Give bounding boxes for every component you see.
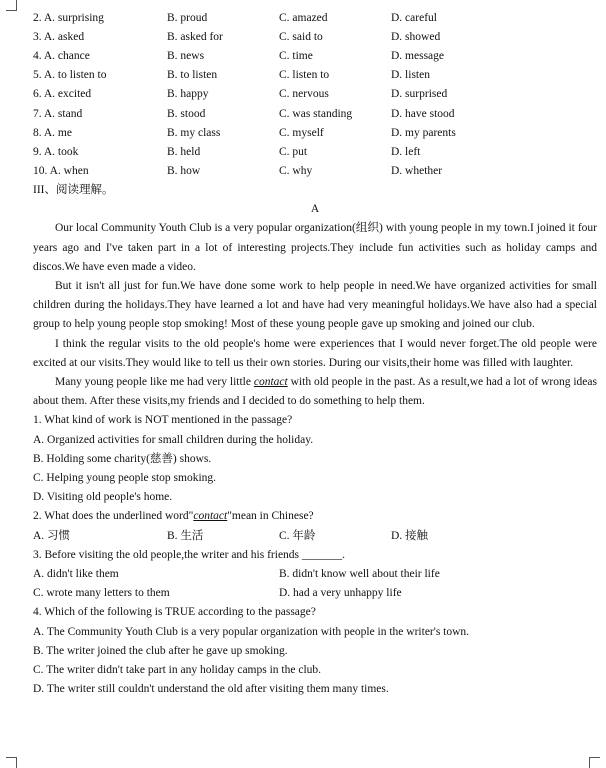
cloze-option-b: B. to listen	[167, 69, 218, 82]
cloze-option-d: D. careful	[391, 11, 437, 24]
cloze-option-a: 9. A. took	[33, 145, 79, 158]
cloze-option-d: D. showed	[391, 30, 441, 43]
paragraph-3: I think the regular visits to the old people's home were experiences that I would never forget.The old people were excited at our visits.They would like to tell us their own stories. During our visits,their home was filled with laughter.	[33, 337, 597, 369]
cloze-option-b: B. news	[167, 49, 205, 62]
cloze-option-d: D. surprised	[391, 88, 448, 101]
q4-option-d: D. The writer still couldn't understand the old after visiting them many times.	[33, 683, 389, 696]
q4-option-a: A. The Community Youth Club is a very popular organization with people in the writer's town.	[33, 625, 470, 638]
question-2	[33, 507, 597, 526]
cloze-option-row	[33, 66, 491, 85]
crop-mark-bottom-right	[589, 757, 600, 768]
underlined-word: contact	[253, 376, 288, 389]
cloze-option-b: B. my class	[167, 126, 221, 139]
q2-option-b: B. 生活	[167, 529, 204, 542]
q3-option-b: B. didn't know well about their life	[279, 568, 440, 581]
cloze-option-row	[33, 27, 491, 46]
cloze-option-c: C. why	[279, 165, 313, 178]
q2-option-c: C. 年龄	[279, 529, 316, 542]
cloze-option-a: 2. A. surprising	[33, 11, 104, 24]
cloze-option-d: D. message	[391, 49, 445, 62]
q1-option-b: B. Holding some charity(慈善) shows.	[33, 452, 212, 465]
q4-option-c: C. The writer didn't take part in any holiday camps in the club.	[33, 664, 322, 677]
cloze-option-d: D. whether	[391, 165, 443, 178]
crop-mark-bottom-left	[6, 757, 17, 768]
cloze-option-a: 5. A. to listen to	[33, 69, 107, 82]
cloze-option-b: B. how	[167, 165, 201, 178]
cloze-option-b: B. stood	[167, 107, 206, 120]
q1-option-a: A. Organized activities for small children during the holiday.	[33, 433, 314, 446]
q2-options	[33, 527, 597, 546]
question-1: 1. What kind of work is NOT mentioned in the passage?	[33, 414, 293, 427]
section-title: III、阅读理解。	[33, 184, 114, 196]
cloze-option-b: B. proud	[167, 11, 208, 24]
q3-option-c: C. wrote many letters to them	[33, 587, 170, 600]
q3-options-row-1	[33, 565, 597, 584]
q3-option-a: A. didn't like them	[33, 568, 119, 581]
cloze-option-b: B. happy	[167, 88, 209, 101]
passage-label: A	[310, 203, 320, 216]
cloze-option-c: C. amazed	[279, 11, 328, 24]
cloze-option-c: C. put	[279, 145, 308, 158]
question-4: 4. Which of the following is TRUE according to the passage?	[33, 606, 316, 619]
cloze-option-row	[33, 142, 491, 161]
cloze-option-d: D. listen	[391, 69, 430, 82]
cloze-option-row	[33, 162, 491, 181]
cloze-option-row	[33, 8, 491, 27]
cloze-option-b: B. asked for	[167, 30, 223, 43]
cloze-option-d: D. my parents	[391, 126, 456, 139]
q3-options-row-2	[33, 584, 597, 603]
q2-text-pre: 2. What does the underlined word"	[33, 510, 194, 523]
cloze-option-d: D. have stood	[391, 107, 455, 120]
q4-option-b: B. The writer joined the club after he gave up smoking.	[33, 644, 288, 657]
paragraph-4	[33, 373, 597, 411]
cloze-option-c: C. said to	[279, 30, 323, 43]
cloze-options-table	[33, 8, 491, 181]
paragraph-4-text-a: Many young people like me had very little	[55, 376, 254, 389]
cloze-option-a: 7. A. stand	[33, 107, 83, 120]
crop-mark-top-left	[6, 0, 17, 11]
q2-option-a: A. 习惯	[33, 529, 71, 542]
cloze-option-a: 6. A. excited	[33, 88, 92, 101]
cloze-option-c: C. was standing	[279, 107, 353, 120]
cloze-option-c: C. nervous	[279, 88, 329, 101]
q3-option-d: D. had a very unhappy life	[279, 587, 402, 600]
reading-section	[33, 181, 597, 699]
cloze-option-a: 4. A. chance	[33, 49, 90, 62]
cloze-option-row	[33, 46, 491, 65]
q2-text-post: "mean in Chinese?	[227, 510, 314, 523]
cloze-option-c: C. time	[279, 49, 313, 62]
cloze-option-c: C. myself	[279, 126, 324, 139]
paragraph-4-text-b: with old people in the past. As a result,we had a lot of wrong ideas about them. After these visits,my friends and I decided to do something to help them.	[33, 376, 597, 408]
paragraph-1: Our local Community Youth Club is a very popular organization(组织) with young people in my town.I joined it four years ago and I've taken part in a lot of interesting projects.They include fun activities such as holiday camps and discos.We have even made a video.	[33, 222, 597, 273]
q1-option-c: C. Helping young people stop smoking.	[33, 472, 217, 485]
cloze-option-b: B. held	[167, 145, 201, 158]
cloze-option-a: 8. A. me	[33, 126, 72, 139]
question-3: 3. Before visiting the old people,the writer and his friends _______.	[33, 548, 346, 561]
cloze-option-c: C. listen to	[279, 69, 330, 82]
cloze-option-row	[33, 85, 491, 104]
q1-option-d: D. Visiting old people's home.	[33, 491, 173, 504]
cloze-option-row	[33, 123, 491, 142]
q2-option-d: D. 接触	[391, 529, 429, 542]
cloze-option-d: D. left	[391, 145, 421, 158]
cloze-option-row	[33, 104, 491, 123]
paragraph-2: But it isn't all just for fun.We have done some work to help people in need.We have organized activities for small children during the holidays.They have learned a lot and have had very meaningful holidays.We have also had a special group to help young people stop smoking! Most of these young people gave up smoking and joined our club.	[33, 280, 597, 331]
cloze-option-a: 10. A. when	[33, 165, 89, 178]
cloze-option-a: 3. A. asked	[33, 30, 85, 43]
q2-underlined-word: contact	[193, 510, 228, 523]
